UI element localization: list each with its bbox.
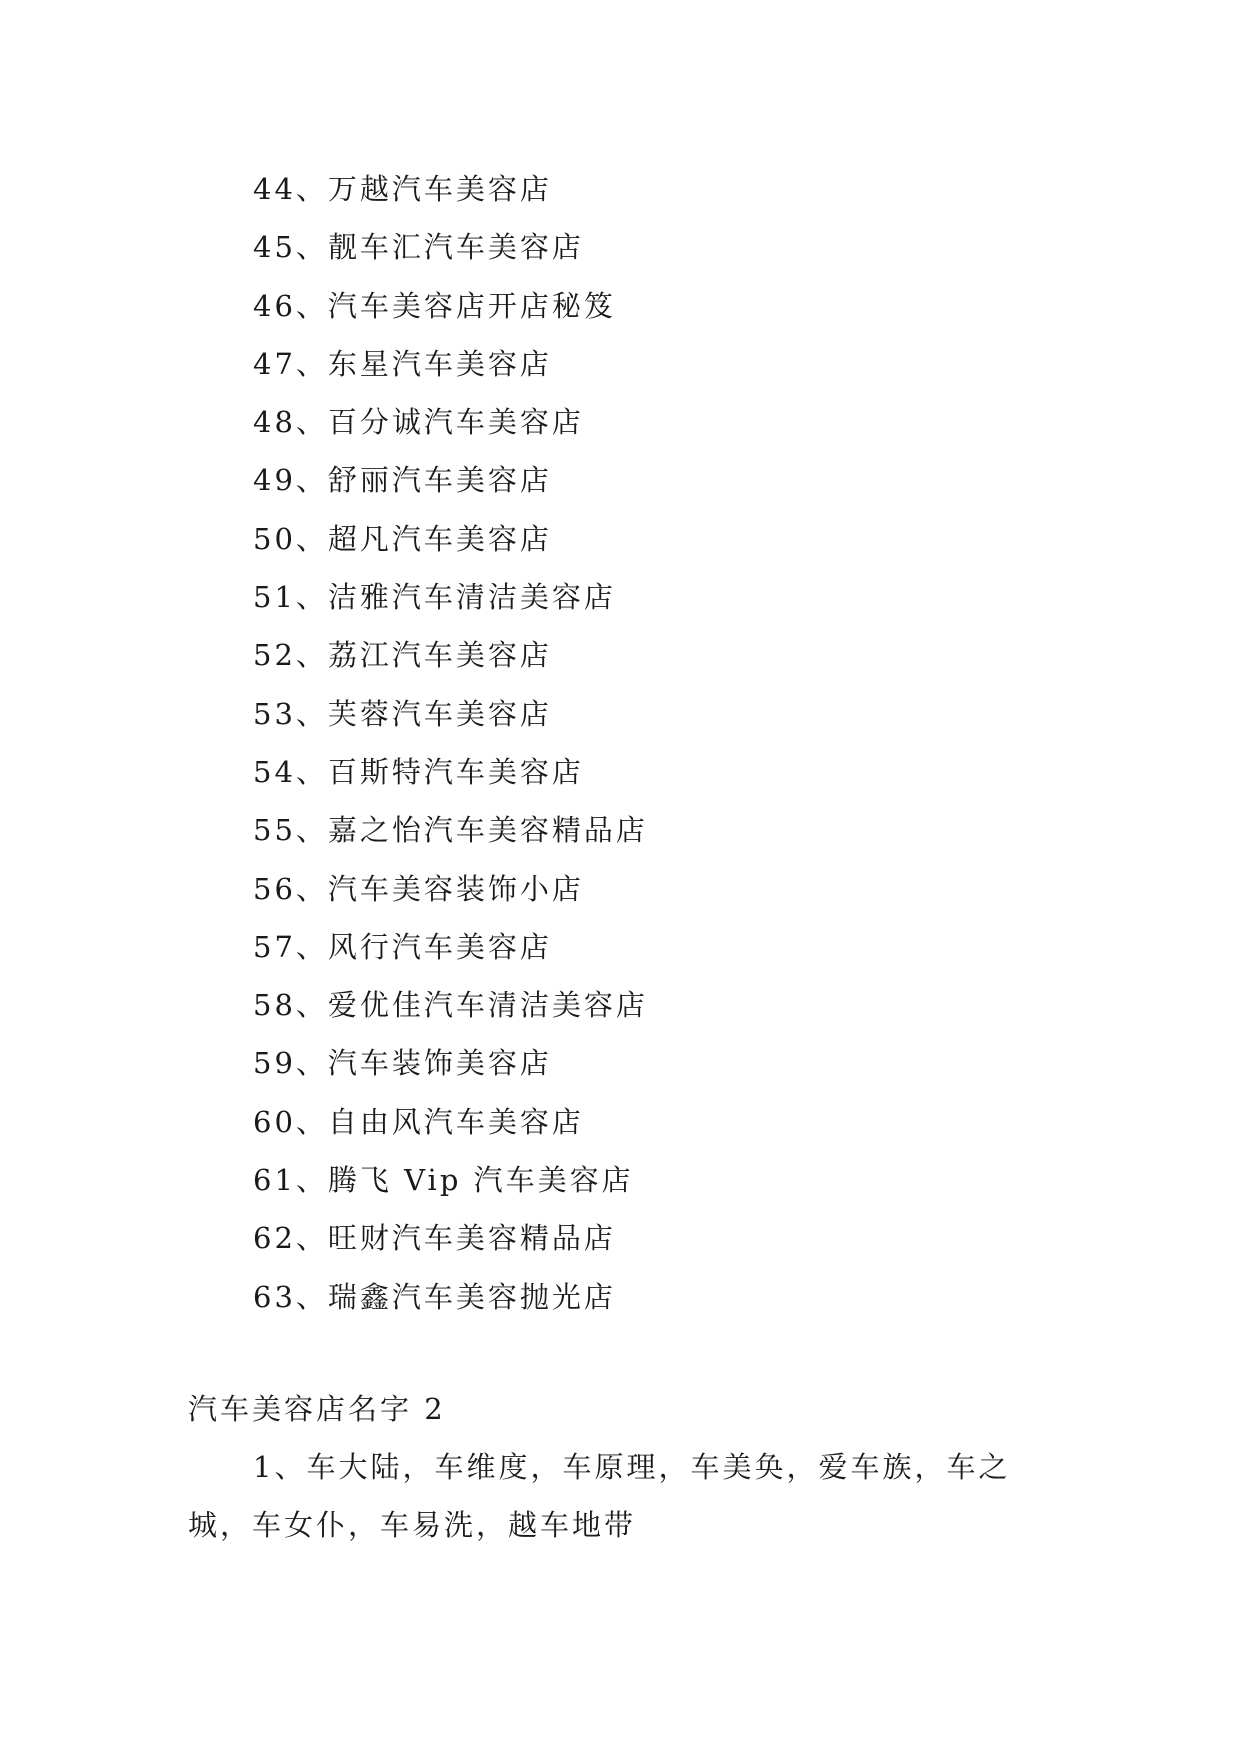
list-item: 48、百分诚汽车美容店 — [253, 405, 584, 440]
list-item: 50、超凡汽车美容店 — [253, 521, 552, 556]
list-item: 49、舒丽汽车美容店 — [253, 463, 552, 498]
list-item: 52、荔江汽车美容店 — [253, 638, 552, 673]
list-item: 55、嘉之怡汽车美容精品店 — [253, 813, 648, 848]
list-item: 51、洁雅汽车清洁美容店 — [253, 580, 616, 615]
name-list-paragraph — [188, 1438, 1068, 1554]
list-item: 53、芙蓉汽车美容店 — [253, 696, 552, 731]
list-item: 44、万越汽车美容店 — [253, 172, 552, 206]
list-item: 45、靓车汇汽车美容店 — [253, 230, 584, 265]
paragraph-line: 城，车女仆，车易洗，越车地带 — [188, 1508, 637, 1542]
list-item: 58、爱优佳汽车清洁美容店 — [253, 988, 648, 1023]
list-item: 60、自由风汽车美容店 — [253, 1104, 584, 1139]
list-item: 62、旺财汽车美容精品店 — [253, 1221, 616, 1256]
list-item: 61、腾飞 Vip 汽车美容店 — [253, 1163, 634, 1198]
section-heading: 汽车美容店名字 2 — [188, 1392, 446, 1426]
paragraph-line: 1、车大陆，车维度，车原理，车美奂，爱车族，车之 — [253, 1450, 1011, 1484]
list-item: 56、汽车美容装饰小店 — [253, 871, 584, 906]
list-item: 46、汽车美容店开店秘笈 — [253, 288, 616, 323]
list-item: 63、瑞鑫汽车美容抛光店 — [253, 1279, 616, 1314]
list-item: 54、百斯特汽车美容店 — [253, 754, 584, 789]
shop-name-list — [253, 160, 648, 1326]
list-item: 59、汽车装饰美容店 — [253, 1046, 552, 1081]
list-item: 57、风行汽车美容店 — [253, 929, 552, 964]
list-item: 47、东星汽车美容店 — [253, 346, 552, 381]
